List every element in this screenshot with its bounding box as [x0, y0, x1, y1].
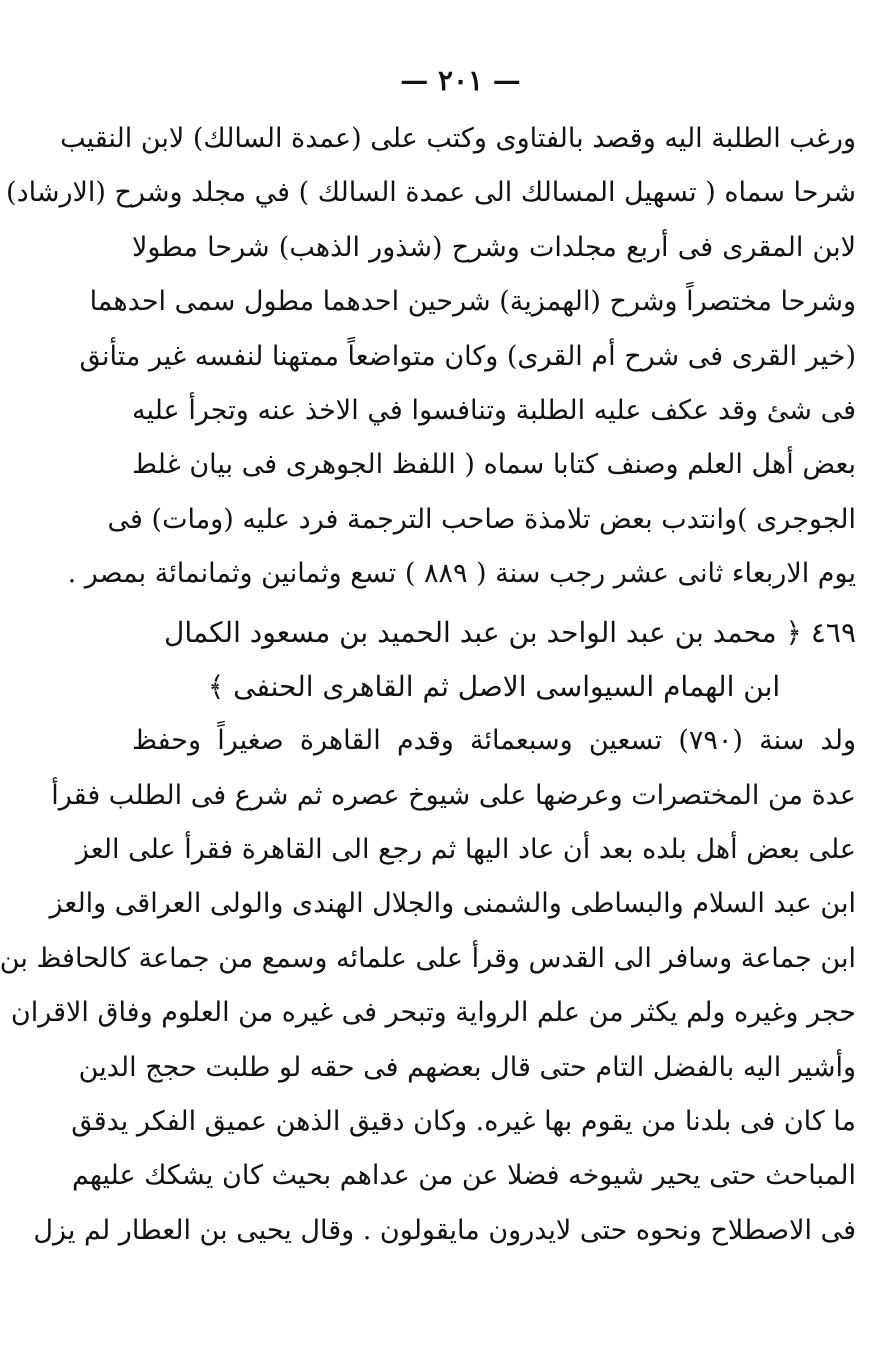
text-line: ما كان فى بلدنا من يقوم بها غيره. وكان دقيق الذهن عميق الفكر يدقق [71, 1106, 856, 1138]
text-line: المباحث حتى يحير شيوخه فضلا عن من عداهم بحيث كان يشكك عليهم [71, 1160, 856, 1192]
text-line: ابن عبد السلام والبساطى والشمنى والجلال الهندى والولى العراقى والعز [49, 888, 856, 920]
text-line: يوم الاربعاء ثانى عشر رجب سنة ( ٨٨٩ ) تسع وثمانين وثمانمائة بمصر . [67, 558, 856, 590]
page-number: — ٢٠١ — [400, 64, 521, 97]
text-line: ابن جماعة وسافر الى القدس وقرأ على علمائه وسمع من جماعة كالحافظ بن [0, 942, 856, 974]
biography-entry-heading-continued: ابن الهمام السيواسى الاصل ثم القاهرى الحنفى ﴾ [207, 669, 781, 703]
text-line: وأشير اليه بالفضل التام حتى قال بعضهم فى حقه لو طلبت حجج الدين [78, 1051, 856, 1083]
body-text [0, 112, 856, 1258]
text-line: على بعض أهل بلده بعد أن عاد اليها ثم رجع الى القاهرة فقرأ على العز [75, 834, 856, 866]
text-line: ولد سنة (٧٩٠) تسعين وسبعمائة وقدم القاهرة صغيراً وحفظ [132, 725, 856, 757]
text-line: عدة من المختصرات وعرضها على شيوخ عصره ثم شرع فى الطلب فقرأ [51, 779, 856, 811]
text-line: وشرحا مختصراً وشرح (الهمزية) شرحين احدهما مطول سمى احدهما [89, 286, 856, 318]
text-line: ورغب الطلبة اليه وقصد بالفتاوى وكتب على (عمدة السالك) لابن النقيب [60, 123, 856, 154]
text-line: الجوجرى )وانتدب بعض تلامذة صاحب الترجمة فرد عليه (ومات) فى [107, 503, 856, 535]
text-line: بعض أهل العلم وصنف كتابا سماه ( اللفظ الجوهرى فى بيان غلط [132, 449, 856, 481]
text-line: شرحا سماه ( تسهيل المسالك الى عمدة السالك ) في مجلد وشرح (الارشاد) [6, 177, 856, 209]
text-line: لابن المقرى فى أربع مجلدات وشرح (شذور الذهب) شرحا مطولا [132, 231, 856, 263]
text-line: فى شئ وقد عكف عليه الطلبة وتنافسوا في الاخذ عنه وتجرأ عليه [132, 394, 856, 426]
text-line: (خير القرى فى شرح أم القرى) وكان متواضعاً ممتهنا لنفسه غير متأنق [79, 340, 856, 372]
text-line: حجر وغيره ولم يكثر من علم الرواية وتبحر فى غيره من العلوم وفاق الاقران [10, 997, 856, 1029]
text-line: فى الاصطلاح ونحوه حتى لايدرون مايقولون . وقال يحيى بن العطار لم يزل [33, 1214, 856, 1246]
biography-entry-heading: ٤٦٩ ﴿ محمد بن عبد الواحد بن عبد الحميد بن مسعود الكمال [164, 615, 856, 649]
